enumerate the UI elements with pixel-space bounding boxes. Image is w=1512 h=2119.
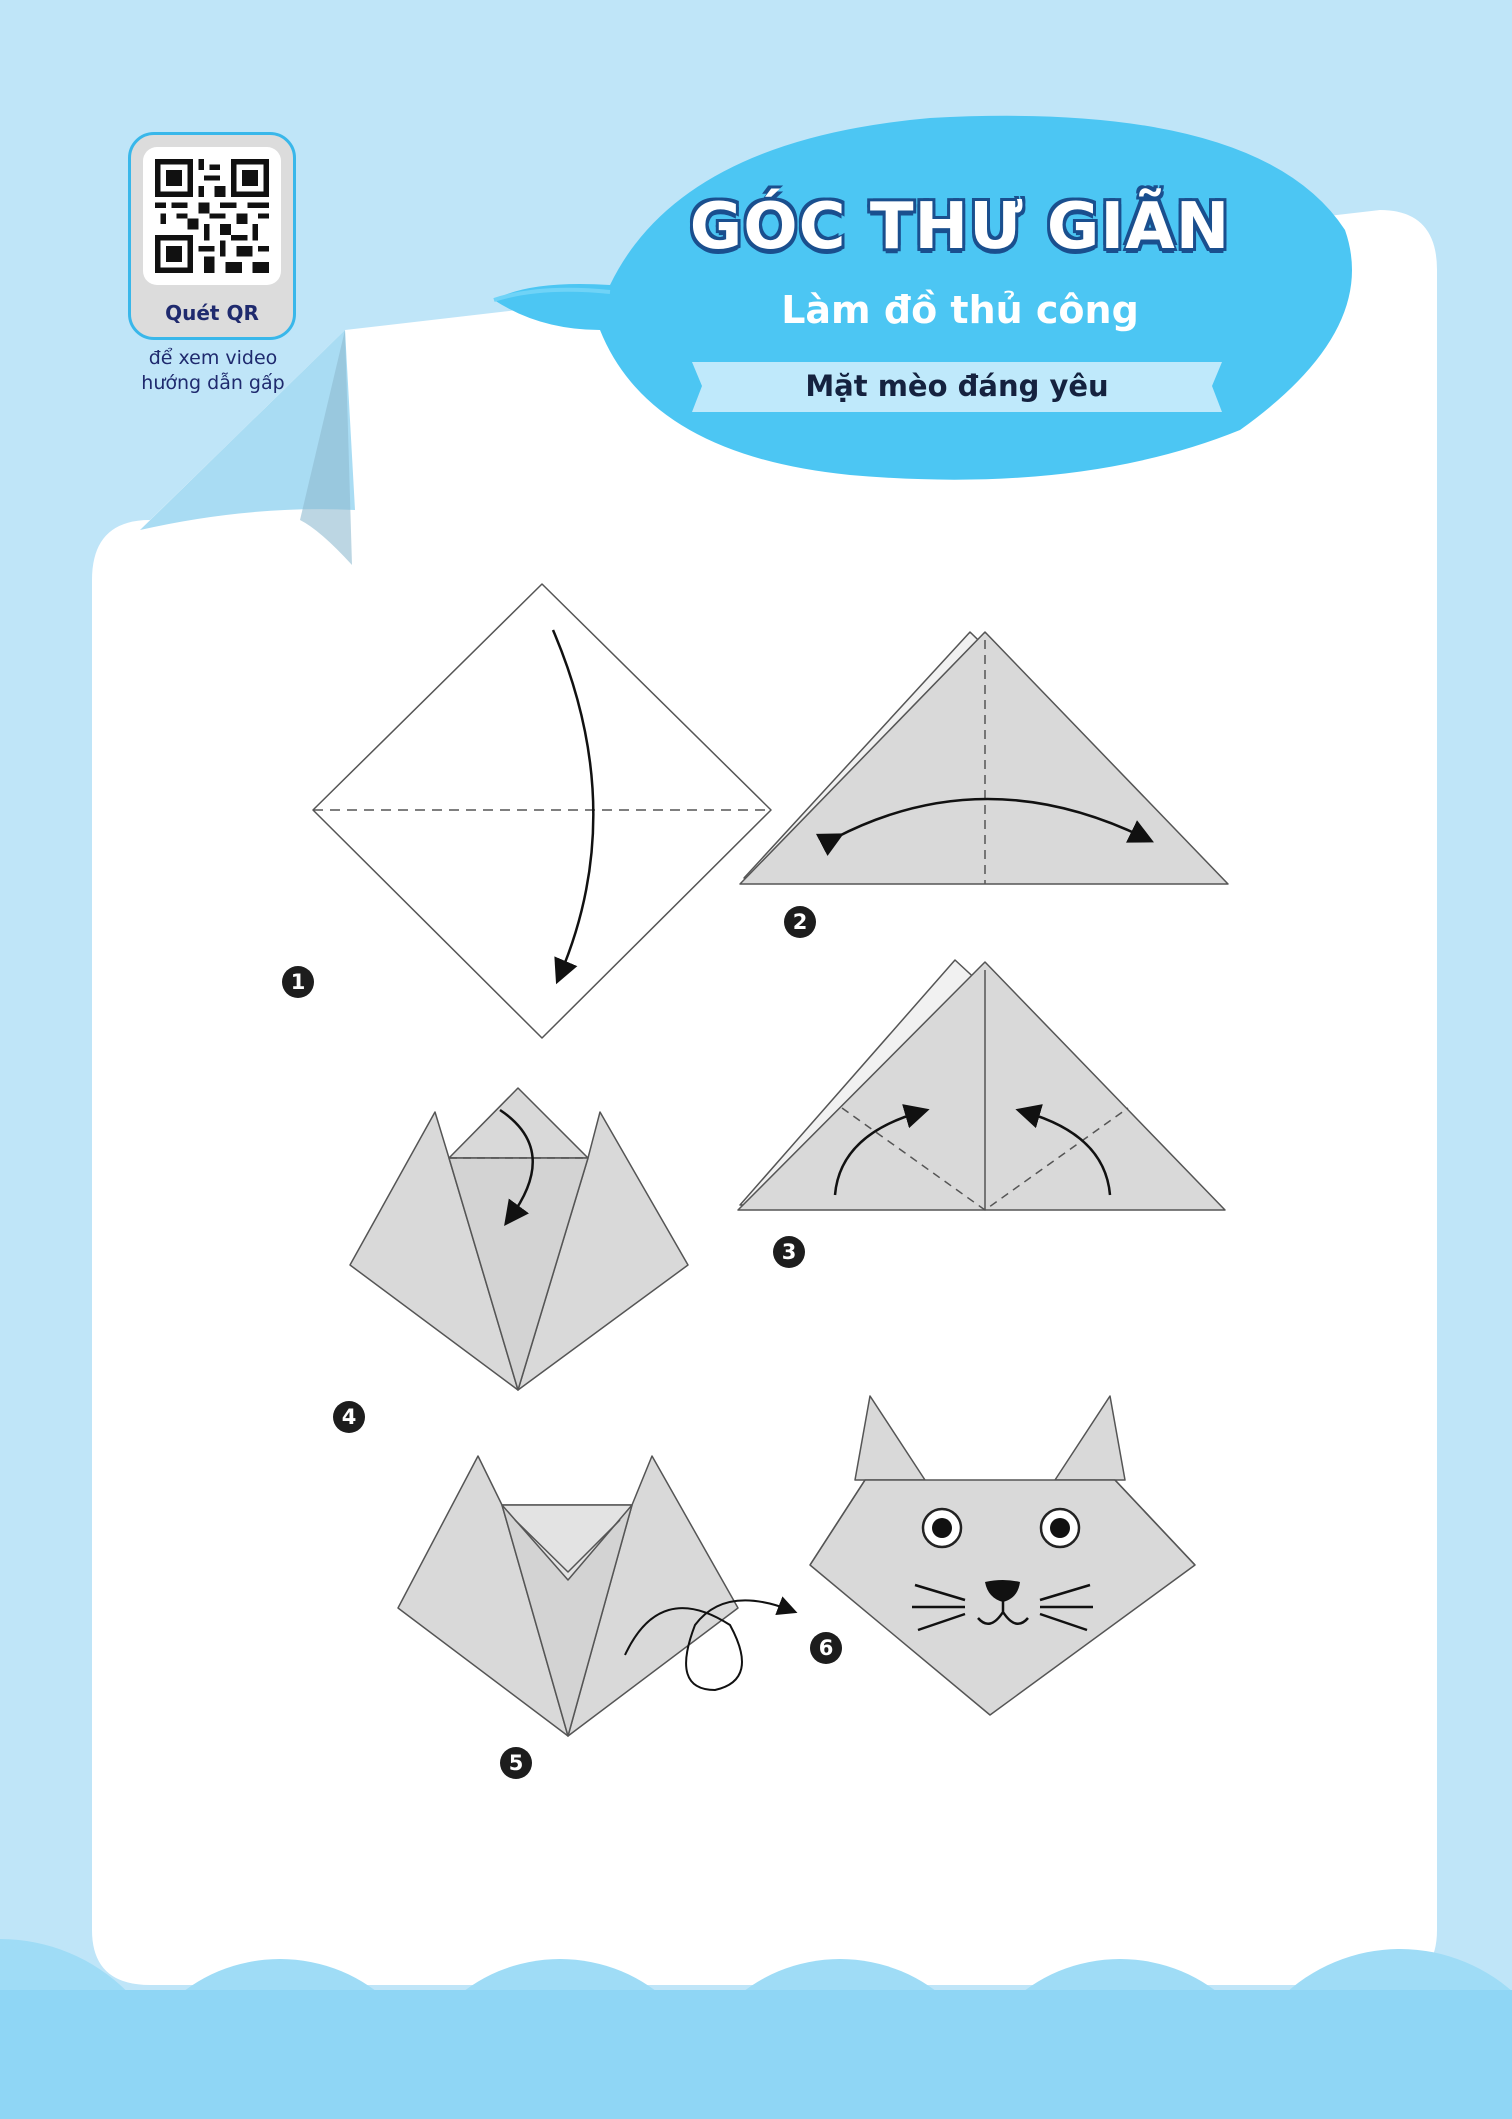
step-5-diagram (398, 1456, 790, 1736)
step-6-cat-face (810, 1396, 1195, 1715)
page-subtitle: Làm đồ thủ công (781, 288, 1139, 332)
page-title: GÓC THƯ GIÃN (689, 190, 1231, 264)
qr-note-line-2: hướng dẫn gấp (141, 372, 285, 394)
step-2-diagram (740, 632, 1228, 884)
qr-note-line-1: để xem video (148, 347, 278, 369)
step-number-6: 6 (810, 1632, 842, 1664)
step-number-4: 4 (333, 1401, 365, 1433)
step-3-diagram (738, 960, 1225, 1210)
craft-name-banner: Mặt mèo đáng yêu (805, 369, 1109, 403)
qr-label: Quét QR (165, 301, 259, 325)
step-number-5: 5 (500, 1747, 532, 1779)
step-1-diagram (313, 584, 771, 1038)
step-number-2: 2 (784, 906, 816, 938)
step-4-diagram (350, 1088, 688, 1390)
step-number-3: 3 (773, 1236, 805, 1268)
step-number-1: 1 (282, 966, 314, 998)
